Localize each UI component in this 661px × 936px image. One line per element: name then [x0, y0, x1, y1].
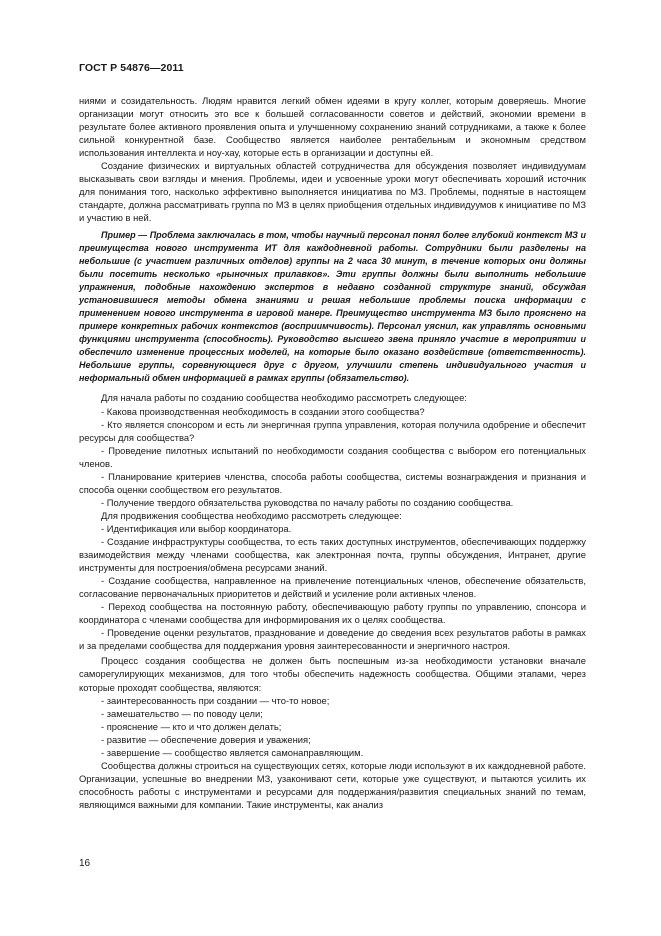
list-item: - завершение — сообщество является самонаправляющим. — [101, 746, 364, 758]
paragraph-continuation: ниями и созидательность. Людям нравится легкий обмен идеями в кругу коллег, которым доверяешь. Многие организации могут относить это все к большей согласованности советов и действий, экономии времени в результате более активного проявления опыта и улучшенному сохранению знаний сотрудниками, а также к более сильной конкурентной базе. Сообщество является наиболее рентабельным и экономным средством использования интеллекта и ноу-хау, которые есть в организации и доступны ей. — [79, 95, 586, 159]
list-item: - Получение твердого обязательства руководства по началу работы по созданию сообщества. — [101, 496, 514, 508]
example-note: Пример — Проблема заключалась в том, чтобы научный персонал понял более глубокий контекст МЗ и преимущества нового инструмента ИТ для каждодневной работы. Сотрудники были разделены на небольшие (с участием различных отделов) группы на 2 часа 30 минут, в течение которых они должны были посетить несколько «рыночных прилавков». Эти группы должны были выполнить небольшие упражнения, подобные нахождению экспертов в недавно созданной структуре знаний, обсуждая установившиеся методы обмена знаниями и решая небольшие проблемы поиска информации с применением нового инструмента в игровой манере. Преимущество инструмента МЗ было прояснено на примере конкретных рабочих контекстов (восприимчивость). Персонал уяснил, как управлять основными функциями инструмента (способность). Руководство высшего звена приняло участие в мероприятии и обеспечило изменение процессных моделей, на которые было оказано воздействие (ответственность). Небольшие группы, соревнующиеся друг с другом, улучшили степень индивидуального участия и неформальный обмен информацией в рамках группы (обязательство). — [79, 230, 586, 384]
list-item: - Переход сообщества на постоянную работу, обеспечивающую работу группы по управлению, спонсора и координатора с членами сообщества для информирования их о целях сообщества. — [79, 601, 586, 626]
paragraph-start-intro: Для начала работы по созданию сообщества необходимо рассмотреть следующее: — [101, 392, 467, 404]
paragraph-collaboration-areas: Создание физических и виртуальных областей сотрудничества для обсуждения позволяет индивидуумам высказывать свои взгляды и мнения. Проблемы, идеи и усвоенные уроки могут обеспечивать хороший источник для понимания того, насколько эффективно выполняется инициатива по МЗ. Проблемы, поднятые в настоящем стандарте, должна рассматривать группа по МЗ в целях приобщения отдельных индивидуумов к инициативе по МЗ и участию в ней. — [79, 160, 586, 224]
list-item: - замешательство — по поводу цели; — [101, 707, 263, 719]
paragraph-promotion-intro: Для продвижения сообщества необходимо рассмотреть следующее: — [101, 509, 402, 521]
list-item: - Создание инфраструктуры сообщества, то есть таких доступных инструментов, обеспечивающих поддержку взаимодействия между членами сообщества, как электронная почта, группы обсуждения, Интранет, другие инструменты для построения/обмена ресурсами знаний. — [79, 535, 586, 574]
list-item: - развитие — обеспечение доверия и уважения; — [101, 733, 311, 745]
list-item: - заинтересованность при создании — что-то новое; — [101, 694, 330, 706]
document-body — [79, 94, 586, 811]
list-item: - прояснение — кто и что должен делать; — [101, 720, 282, 732]
paragraph-process-stages: Процесс создания сообщества не должен быть поспешным из-за необходимости установки вначале саморегулирующих механизмов, для того чтобы обеспечить надежность сообщества. Общими этапами, через которые проходят сообщества, являются: — [79, 655, 586, 693]
list-item: - Кто является спонсором и есть ли энергичная группа управления, которая получила одобрение и обеспечит ресурсы для сообщества? — [79, 418, 586, 443]
list-item: - Проведение пилотных испытаний по необходимости создания сообщества с выбором его потенциальных членов. — [79, 444, 586, 469]
paragraph-existing-networks: Сообщества должны строиться на существующих сетях, которые люди используют в их каждодневной работе. Организации, успешные во внедрении МЗ, узаконивают сети, которые уже существуют, и пытаются усилить их способность работы с инструментами и ресурсами для поддержания/развития специальных знаний по темам, являющимся важными для компании. Такие инструменты, как анализ — [79, 759, 586, 810]
list-item: - Планирование критериев членства, способа работы сообщества, системы вознаграждения и признания и способа оценки сообществом его результатов. — [79, 470, 586, 495]
list-item: - Создание сообщества, направленное на привлечение потенциальных членов, обеспечение обязательств, согласование первоначальных приоритетов и действий и усиление роли активных членов. — [79, 575, 586, 600]
list-item: - Идентификация или выбор координатора. — [101, 522, 292, 534]
list-item: - Какова производственная необходимость в создании этого сообщества? — [101, 405, 425, 417]
page-number: 16 — [79, 858, 91, 869]
document-header: ГОСТ Р 54876—2011 — [79, 62, 184, 74]
list-item: - Проведение оценки результатов, празднование и доведение до сведения всех результатов работы в рамках и за пределами сообщества для поддержания уровня заинтересованности и энергичного настроя. — [79, 627, 586, 652]
